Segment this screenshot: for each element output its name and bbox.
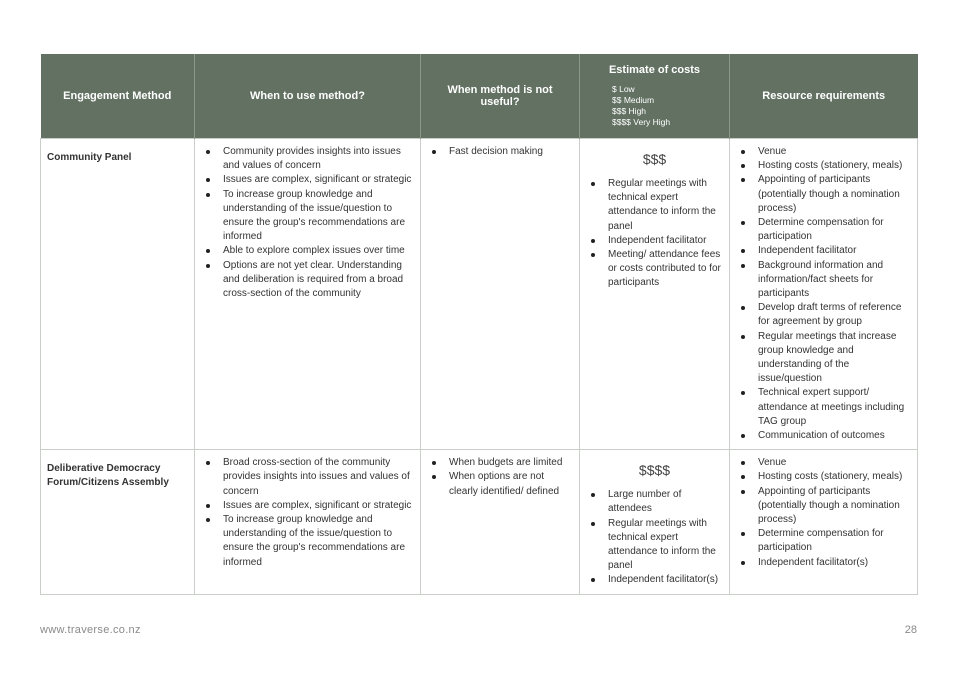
list-item: Regular meetings with technical expert attendance to inform the panel (586, 517, 723, 574)
list-item: Independent facilitator (586, 234, 723, 248)
list-item: Independent facilitator(s) (586, 573, 723, 587)
list-item: Able to explore complex issues over time (201, 244, 414, 258)
list-item: Independent facilitator(s) (736, 556, 911, 570)
header-resource-requirements: Resource requirements (730, 54, 918, 139)
list-item: Venue (736, 456, 911, 470)
table-header-row (41, 54, 918, 139)
cost-legend (586, 84, 723, 128)
list-item: Communication of outcomes (736, 429, 911, 443)
list-item: Fast decision making (427, 145, 573, 159)
header-when-not-useful: When method is not useful? (421, 54, 580, 139)
list-item: Regular meetings with technical expert attendance to inform the panel (586, 177, 723, 234)
footer-url[interactable]: www.traverse.co.nz (40, 624, 141, 636)
list-item: Appointing of participants (potentially though a nomination process) (736, 173, 911, 216)
cost-legend-item: $$$ High (612, 105, 647, 116)
list-item: Issues are complex, significant or strategic (201, 173, 414, 187)
cost-header-title: Estimate of costs (608, 64, 701, 77)
cost-legend-item: $$$$ Very High (612, 116, 671, 127)
list-item: When options are not clearly identified/ defined (427, 470, 573, 498)
list-item: Appointing of participants (potentially though a nomination process) (736, 485, 911, 528)
header-estimate-of-costs (580, 54, 730, 139)
table-row (41, 139, 918, 450)
list-item: Broad cross-section of the community provides insights into issues and values of concern (201, 456, 414, 499)
when-to-use-cell (195, 450, 421, 594)
cost-symbol: $$$ (642, 151, 667, 167)
resources-cell (730, 139, 918, 450)
cost-symbol: $$$$ (638, 462, 671, 479)
when-to-use-cell (195, 139, 421, 450)
list-item: When budgets are limited (427, 456, 573, 470)
list-item: Hosting costs (stationery, meals) (736, 470, 911, 484)
page-number: 28 (904, 624, 917, 636)
list-item: Community provides insights into issues and values of concern (201, 145, 414, 173)
resources-cell (730, 450, 918, 594)
list-item: Develop draft terms of reference for agreement by group (736, 301, 911, 329)
cost-legend-item: $$ Medium (612, 94, 655, 105)
when-not-useful-cell (421, 450, 580, 594)
method-name: Deliberative Democracy Forum/Citizens Assembly (41, 450, 195, 594)
header-when-to-use: When to use method? (195, 54, 421, 139)
cost-cell (580, 139, 730, 450)
engagement-methods-table (40, 54, 918, 595)
list-item: To increase group knowledge and understanding of the issue/question to ensure the group's recommendations are informed (201, 513, 414, 570)
list-item: Independent facilitator (736, 244, 911, 258)
method-name: Community Panel (41, 139, 195, 450)
cost-legend-item: $ Low (612, 83, 635, 94)
list-item: Venue (736, 145, 911, 159)
header-engagement-method: Engagement Method (41, 54, 195, 139)
list-item: Options are not yet clear. Understanding and deliberation is required from a broad cross-section of the community (201, 259, 414, 302)
list-item: To increase group knowledge and understanding of the issue/question to ensure the group's recommendations are informed (201, 188, 414, 245)
list-item: Hosting costs (stationery, meals) (736, 159, 911, 173)
cost-cell (580, 450, 730, 594)
list-item: Determine compensation for participation (736, 527, 911, 555)
list-item: Background information and information/fact sheets for participants (736, 259, 911, 302)
list-item: Technical expert support/ attendance at meetings including TAG group (736, 386, 911, 429)
list-item: Large number of attendees (586, 488, 723, 516)
list-item: Meeting/ attendance fees or costs contributed to for participants (586, 248, 723, 291)
when-not-useful-cell (421, 139, 580, 450)
table-row (41, 450, 918, 594)
list-item: Determine compensation for participation (736, 216, 911, 244)
list-item: Regular meetings that increase group knowledge and understanding of the issue/question (736, 330, 911, 387)
list-item: Issues are complex, significant or strategic (201, 499, 414, 513)
